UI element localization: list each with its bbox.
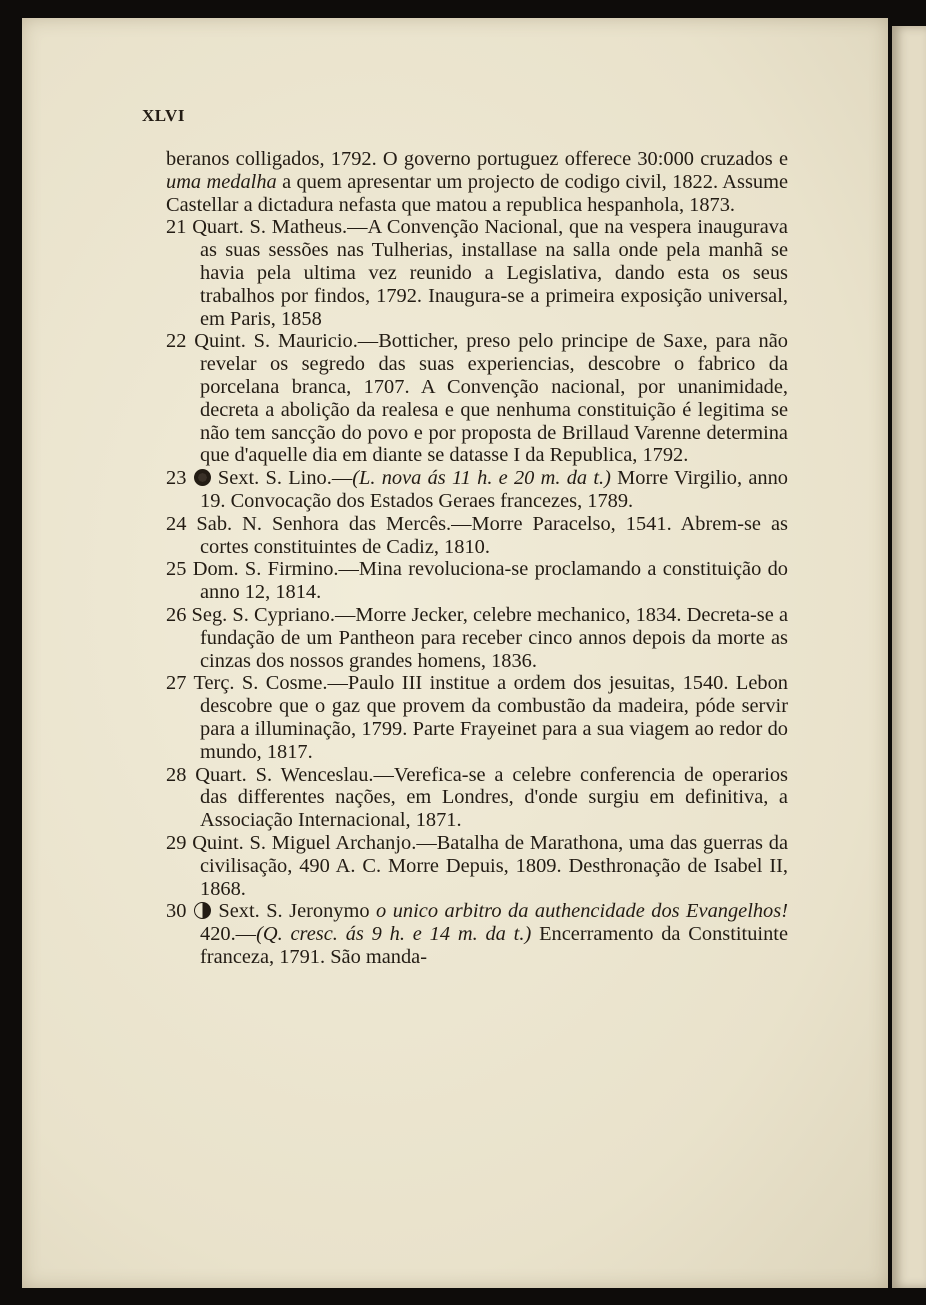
- entry-20-continuation: beranos colligados, 1792. O governo portuguez offerece 30:000 cruzados e uma medalha a quem apresentar um projecto de codigo civil, 1822. Assume Castellar a dictadura nefasta que matou a republica hespanhola, 1873.: [166, 148, 788, 216]
- quarter-moon-icon: [194, 902, 211, 919]
- next-page-edge: [892, 26, 926, 1288]
- entry-22: 22 Quint. S. Mauricio.—Botticher, preso pelo principe de Saxe, para não revelar os segredo das suas experiencias, descobre o fabrico da porcelana branca, 1707. A Convenção nacional, por unanimidade, decreta a abolição da realesa e que nenhuma constituição é legitima se não tem sancção do povo e por proposta de Brillaud Varenne determina que d'aquelle dia em diante se datasse I da Republica, 1792.: [166, 330, 788, 467]
- entry-26: 26 Seg. S. Cypriano.—Morre Jecker, celebre mechanico, 1834. Decreta-se a fundação de um Pantheon para receber cinco annos depois da morte as cinzas dos nossos grandes homens, 1836.: [166, 603, 788, 672]
- new-moon-icon: [194, 469, 211, 486]
- page-number: XLVI: [142, 106, 185, 125]
- entry-29: 29 Quint. S. Miguel Archanjo.—Batalha de Marathona, uma das guerras da civilisação, 490 A. C. Morre Depuis, 1809. Desthronação de Isabel II, 1868.: [166, 831, 788, 900]
- entry-28: 28 Quart. S. Wenceslau.—Verefica-se a celebre conferencia de operarios das differentes nações, em Londres, d'onde surgiu em definitiva, a Associação Internacional, 1871.: [166, 763, 788, 832]
- entry-24: 24 Sab. N. Senhora das Mercês.—Morre Paracelso, 1541. Abrem-se as cortes constituintes de Cadiz, 1810.: [166, 512, 788, 558]
- almanac-text: [166, 148, 788, 969]
- entry-30: 30 Sext. S. Jeronymo o unico arbitro da authencidade dos Evangelhos! 420.—(Q. cresc. ás 9 h. e 14 m. da t.) Encerramento da Constituinte franceza, 1791. São manda-: [166, 900, 788, 968]
- entry-21: 21 Quart. S. Matheus.—A Convenção Nacional, que na vespera inaugurava as suas sessões nas Tulherias, installase na salla onde pela manhã se havia pela ultima vez reunido a Legislativa, dando esta os seus trabalhos por findos, 1792. Inaugura-se a primeira exposição universal, em Paris, 1858: [166, 216, 788, 330]
- entry-27: 27 Terç. S. Cosme.—Paulo III institue a ordem dos jesuitas, 1540. Lebon descobre que o gaz que provem da combustão da madeira, póde servir para a illuminação, 1799. Parte Frayeinet para a sua viagem ao redor do mundo, 1817.: [166, 672, 788, 763]
- entry-25: 25 Dom. S. Firmino.—Mina revoluciona-se proclamando a constituição do anno 12, 1814.: [166, 558, 788, 604]
- entry-23: 23 Sext. S. Lino.—(L. nova ás 11 h. e 20 m. da t.) Morre Virgilio, anno 19. Convocação dos Estados Geraes francezes, 1789.: [166, 467, 788, 512]
